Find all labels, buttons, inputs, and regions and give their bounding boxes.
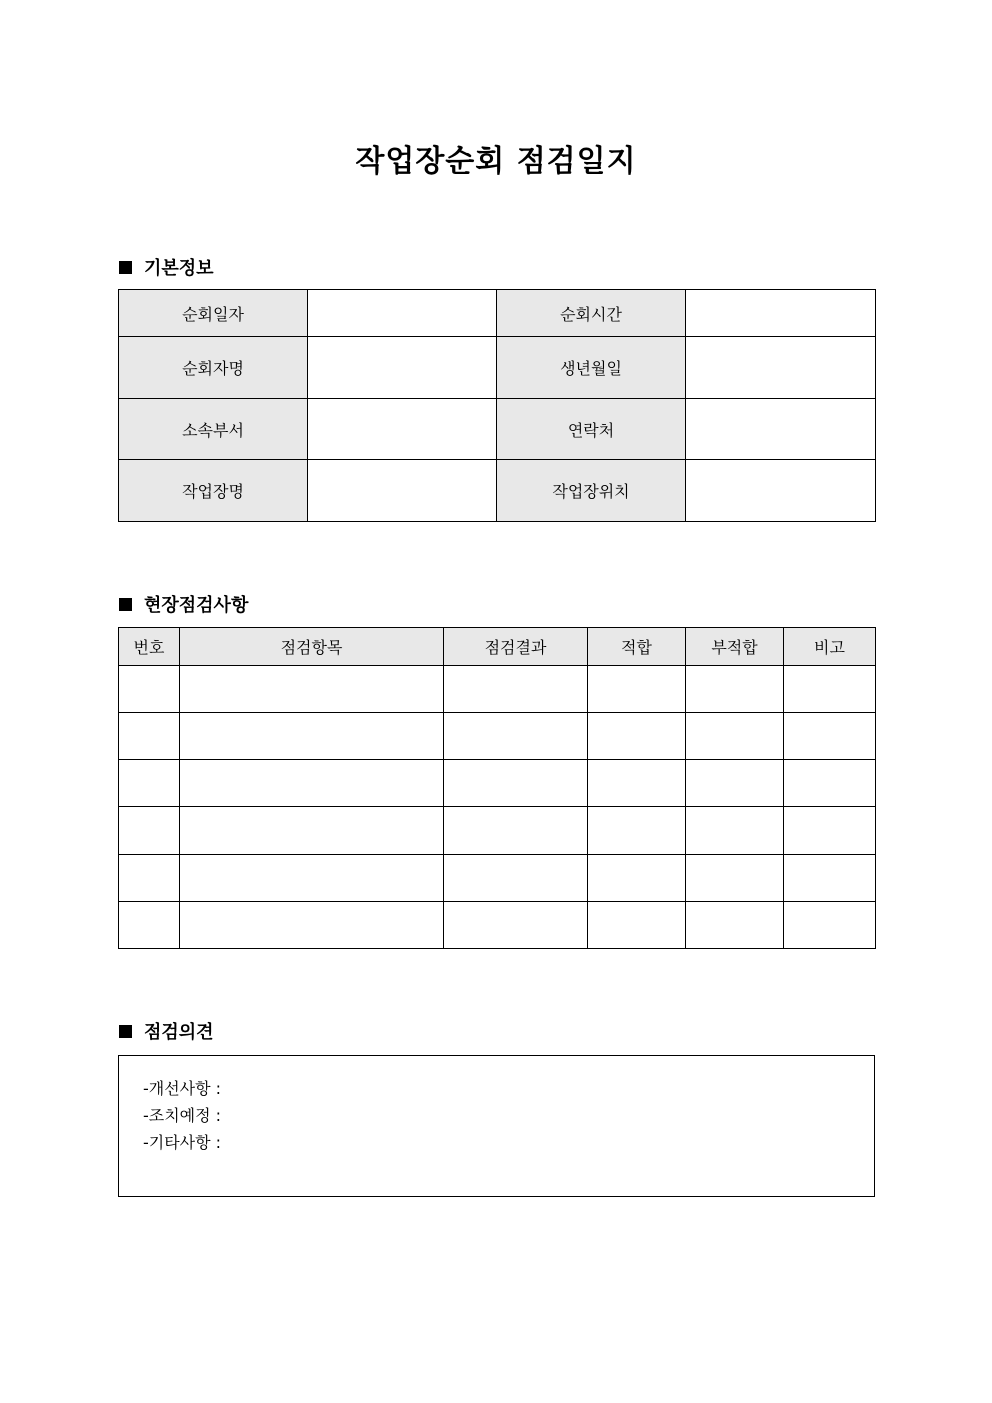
column-header-result: 점검결과 (444, 628, 588, 666)
inspection-body (119, 666, 876, 949)
basic-info-value-field[interactable] (686, 460, 876, 522)
cell-result[interactable] (444, 666, 588, 713)
cell-number[interactable] (119, 855, 180, 902)
basic-info-label: 순회일자 (119, 290, 308, 337)
basic-info-heading (119, 254, 214, 280)
cell-fail[interactable] (686, 807, 784, 855)
cell-fail[interactable] (686, 902, 784, 949)
square-bullet-icon (119, 598, 132, 611)
page-title: 작업장순회 점검일지 (355, 144, 637, 179)
column-header-number: 번호 (119, 628, 180, 666)
opinion-heading-label: 점검의견 (144, 1022, 214, 1043)
cell-result[interactable] (444, 713, 588, 760)
opinion-other-line: -기타사항 : (143, 1133, 222, 1152)
basic-info-row (119, 337, 876, 399)
opinion-planned-action-line: -조치예정 : (143, 1106, 222, 1125)
basic-info-label: 소속부서 (119, 399, 308, 460)
cell-pass[interactable] (588, 760, 686, 807)
basic-info-value-field[interactable] (308, 290, 497, 337)
cell-number[interactable] (119, 713, 180, 760)
basic-info-label: 작업장명 (119, 460, 308, 522)
cell-fail[interactable] (686, 760, 784, 807)
basic-info-value-field[interactable] (686, 399, 876, 460)
basic-info-row (119, 290, 876, 337)
cell-item[interactable] (180, 713, 444, 760)
cell-fail[interactable] (686, 855, 784, 902)
basic-info-value-field[interactable] (686, 337, 876, 399)
inspection-header-row (119, 628, 876, 666)
basic-info-label: 작업장위치 (497, 460, 686, 522)
basic-info-value-field[interactable] (308, 460, 497, 522)
cell-item[interactable] (180, 760, 444, 807)
opinion-heading (119, 1018, 214, 1044)
inspection-table (118, 627, 876, 949)
column-header-pass: 적합 (588, 628, 686, 666)
square-bullet-icon (119, 261, 132, 274)
column-header-item: 점검항목 (180, 628, 444, 666)
cell-fail[interactable] (686, 666, 784, 713)
cell-item[interactable] (180, 807, 444, 855)
cell-number[interactable] (119, 902, 180, 949)
cell-remarks[interactable] (784, 855, 876, 902)
basic-info-label: 생년월일 (497, 337, 686, 399)
cell-pass[interactable] (588, 855, 686, 902)
opinion-improvement-line: -개선사항 : (143, 1079, 222, 1098)
inspection-heading-label: 현장점검사항 (144, 595, 249, 616)
cell-remarks[interactable] (784, 807, 876, 855)
table-row (119, 713, 876, 760)
basic-info-value-field[interactable] (686, 290, 876, 337)
cell-pass[interactable] (588, 666, 686, 713)
basic-info-table (118, 289, 876, 522)
cell-remarks[interactable] (784, 666, 876, 713)
basic-info-label: 순회시간 (497, 290, 686, 337)
basic-info-heading-label: 기본정보 (144, 258, 214, 279)
basic-info-label: 연락처 (497, 399, 686, 460)
table-row (119, 666, 876, 713)
square-bullet-icon (119, 1025, 132, 1038)
cell-item[interactable] (180, 666, 444, 713)
inspection-heading (119, 591, 248, 617)
cell-item[interactable] (180, 855, 444, 902)
basic-info-row (119, 399, 876, 460)
cell-result[interactable] (444, 807, 588, 855)
cell-result[interactable] (444, 855, 588, 902)
column-header-remarks: 비고 (784, 628, 876, 666)
table-row (119, 760, 876, 807)
basic-info-row (119, 460, 876, 522)
cell-pass[interactable] (588, 902, 686, 949)
opinion-box[interactable] (118, 1055, 875, 1197)
cell-remarks[interactable] (784, 902, 876, 949)
cell-number[interactable] (119, 760, 180, 807)
cell-pass[interactable] (588, 807, 686, 855)
cell-item[interactable] (180, 902, 444, 949)
column-header-fail: 부적합 (686, 628, 784, 666)
cell-number[interactable] (119, 807, 180, 855)
cell-result[interactable] (444, 902, 588, 949)
basic-info-label: 순회자명 (119, 337, 308, 399)
cell-number[interactable] (119, 666, 180, 713)
table-row (119, 807, 876, 855)
table-row (119, 902, 876, 949)
basic-info-value-field[interactable] (308, 399, 497, 460)
cell-result[interactable] (444, 760, 588, 807)
table-row (119, 855, 876, 902)
cell-remarks[interactable] (784, 713, 876, 760)
basic-info-value-field[interactable] (308, 337, 497, 399)
cell-pass[interactable] (588, 713, 686, 760)
cell-fail[interactable] (686, 713, 784, 760)
cell-remarks[interactable] (784, 760, 876, 807)
